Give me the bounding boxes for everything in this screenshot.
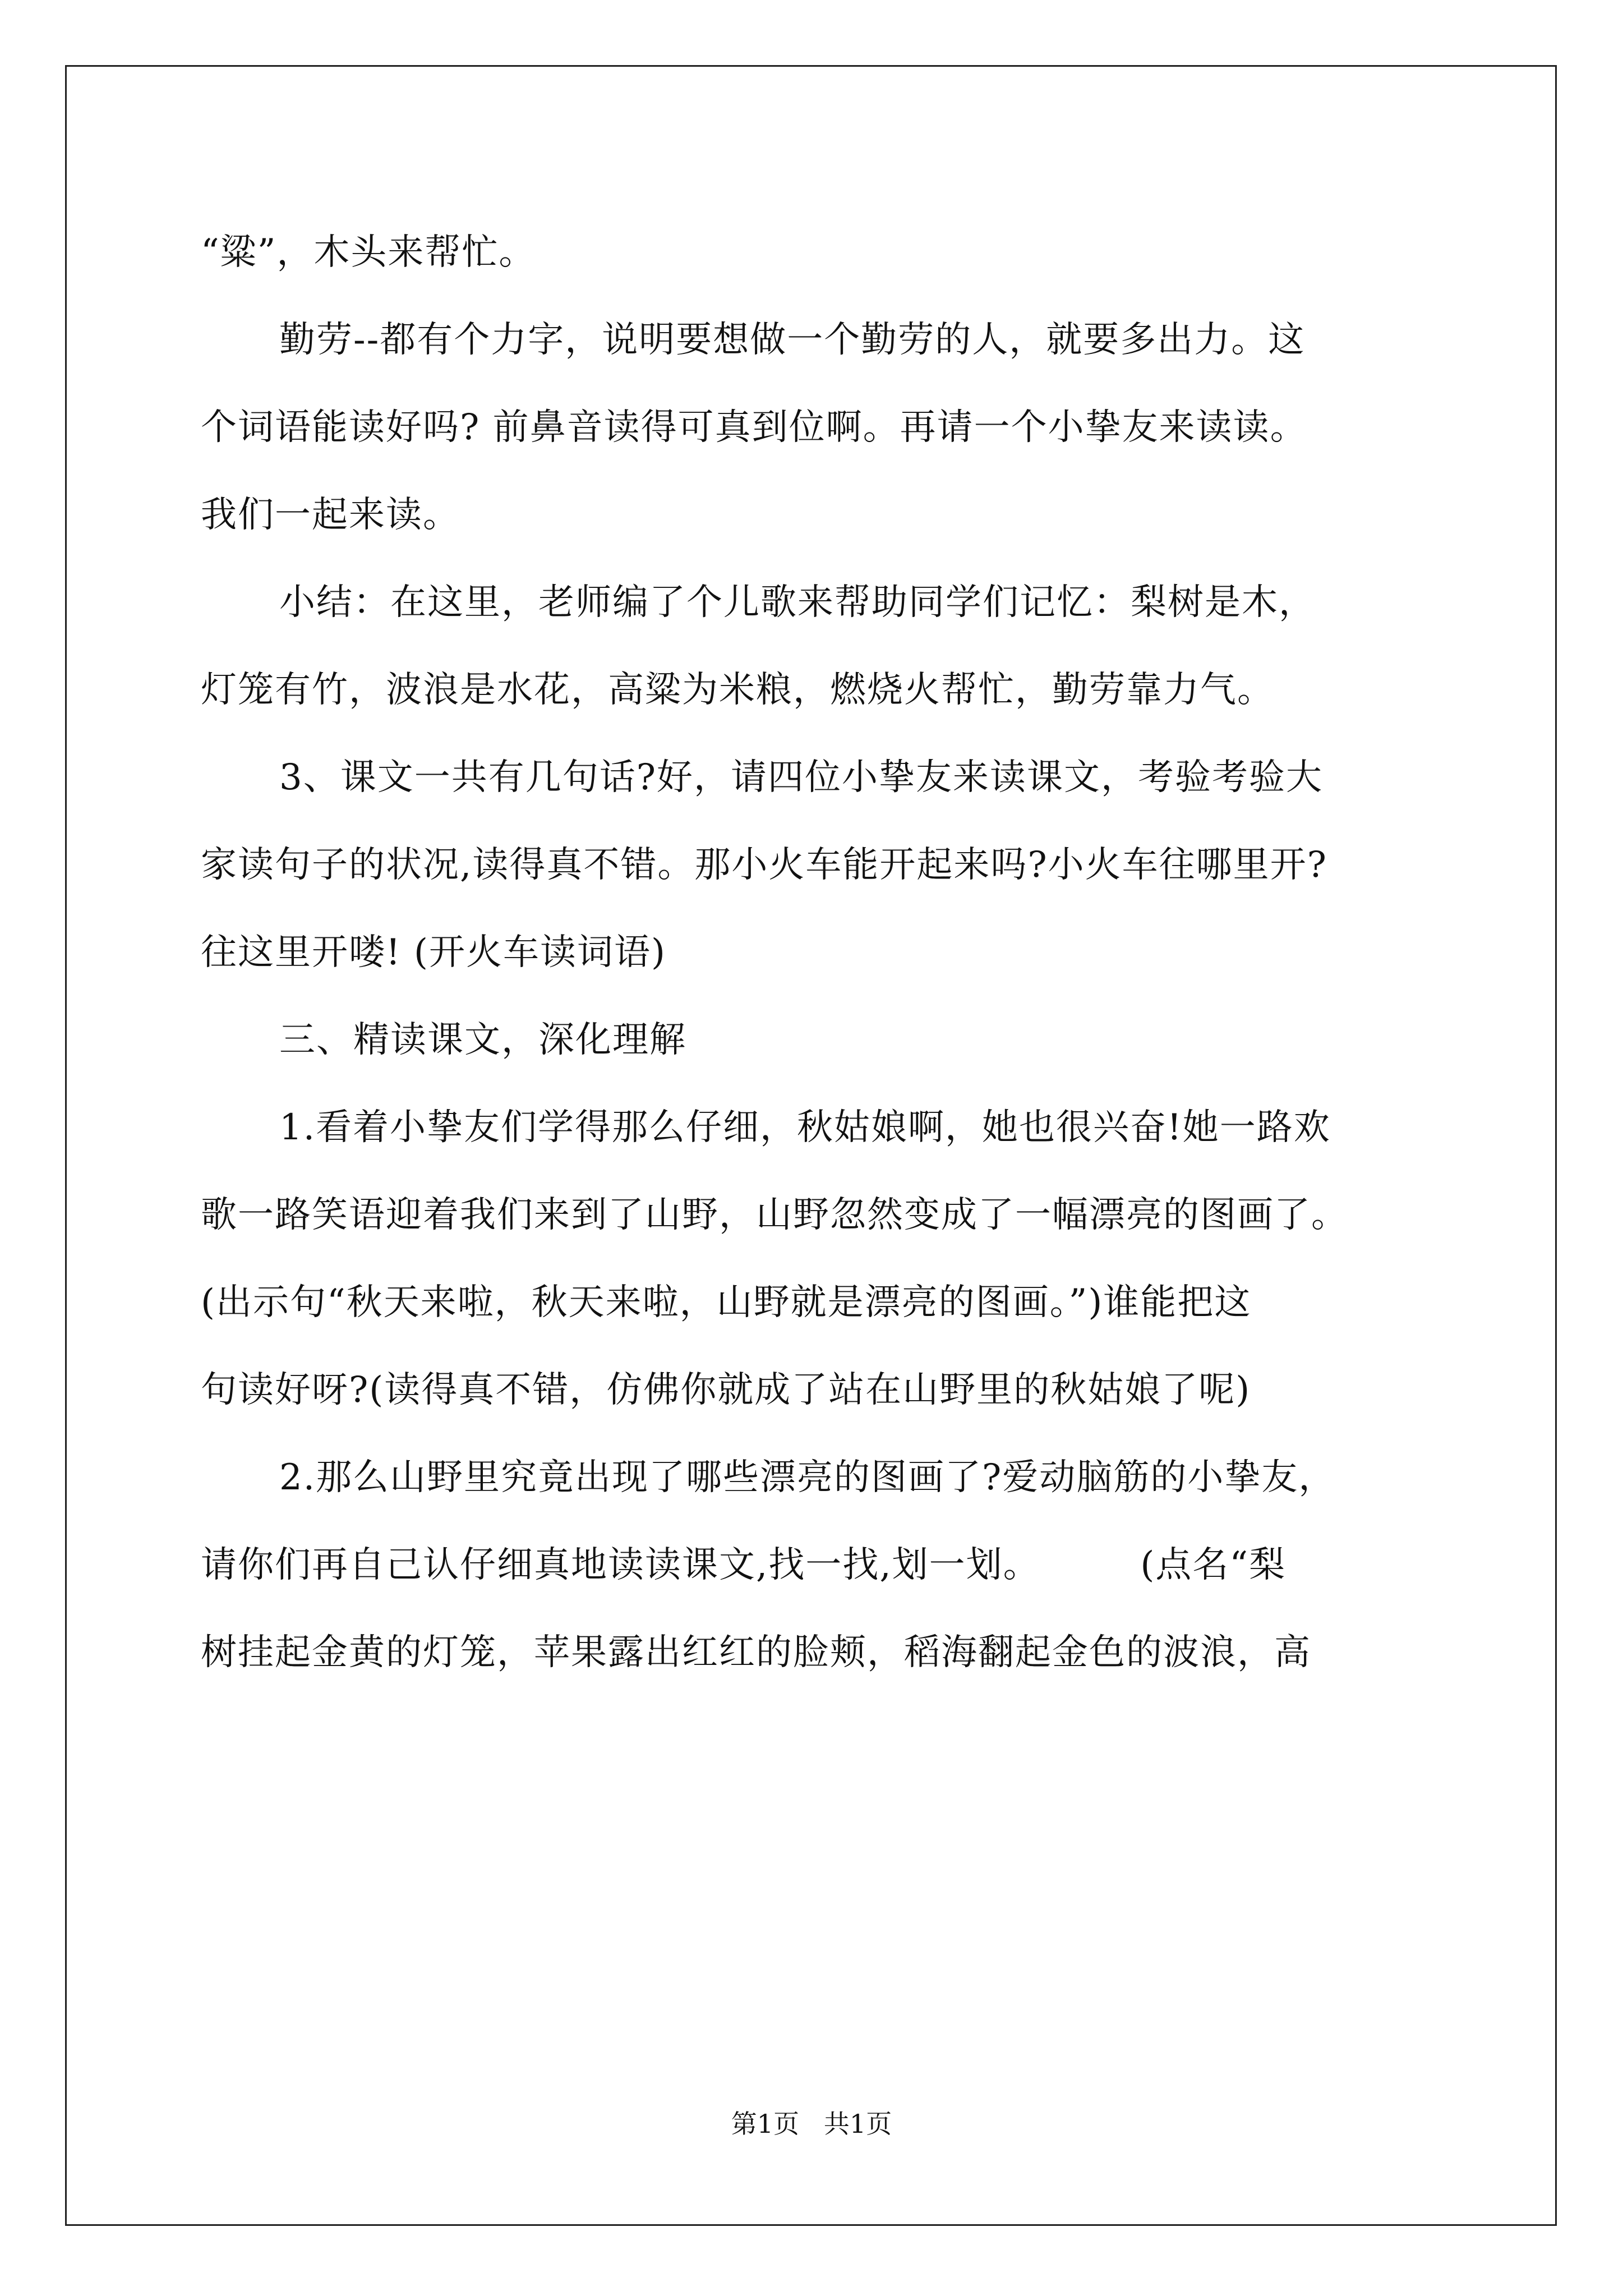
text-line: 三、精读课文，深化理解 [279,1019,686,1061]
paragraph [201,296,1435,559]
text-line: 往这里开喽! (开火车读词语) [201,932,666,973]
text-line: 请你们再自己认仔细真地读读课文,找一找,划一划。 (点名“梨 [201,1544,1287,1586]
text-line: (出示句“秋天来啦，秋天来啦，山野就是漂亮的图画。”)谁能把这 [201,1282,1252,1323]
text-line: 句读好呀?(读得真不错，仿佛你就成了站在山野里的秋姑娘了呢) [201,1369,1251,1411]
text-line: 3、课文一共有几句话?好，请四位小挚友来读课文，考验考验大 [279,757,1324,798]
document-body [201,209,1435,1696]
paragraph [201,209,1435,296]
paragraph [201,559,1435,734]
paragraph [201,1084,1435,1434]
text-line: 1.看着小挚友们学得那么仔细，秋姑娘啊，她也很兴奋!她一路欢 [279,1107,1331,1148]
page-footer [0,2104,1623,2141]
text-line: 歌一路笑语迎着我们来到了山野，山野忽然变成了一幅漂亮的图画了。 [201,1194,1348,1236]
section-heading [201,996,1435,1084]
text-line: 树挂起金黄的灯笼，苹果露出红红的脸颊，稻海翻起金色的波浪，高 [201,1632,1311,1673]
text-line: 勤劳--都有个力字，说明要想做一个勤劳的人，就要多出力。这 [279,319,1306,361]
page-number: 第1页 共1页 [731,2109,892,2139]
text-line: 家读句子的状况,读得真不错。那小火车能开起来吗?小火车往哪里开? [201,844,1327,886]
text-line: 灯笼有竹，波浪是水花，高粱为米粮，燃烧火帮忙，勤劳靠力气。 [201,669,1274,711]
text-line: 小结：在这里，老师编了个儿歌来帮助同学们记忆：梨树是木， [279,582,1316,623]
text-line: “粱”，木头来帮忙。 [201,232,536,273]
text-line: 我们一起来读。 [201,494,460,536]
paragraph [201,1434,1435,1696]
text-line: 2.那么山野里究竟出现了哪些漂亮的图画了?爱动脑筋的小挚友， [279,1457,1336,1498]
text-line: 个词语能读好吗? 前鼻音读得可真到位啊。再请一个小挚友来读读。 [201,407,1307,448]
paragraph [201,734,1435,996]
